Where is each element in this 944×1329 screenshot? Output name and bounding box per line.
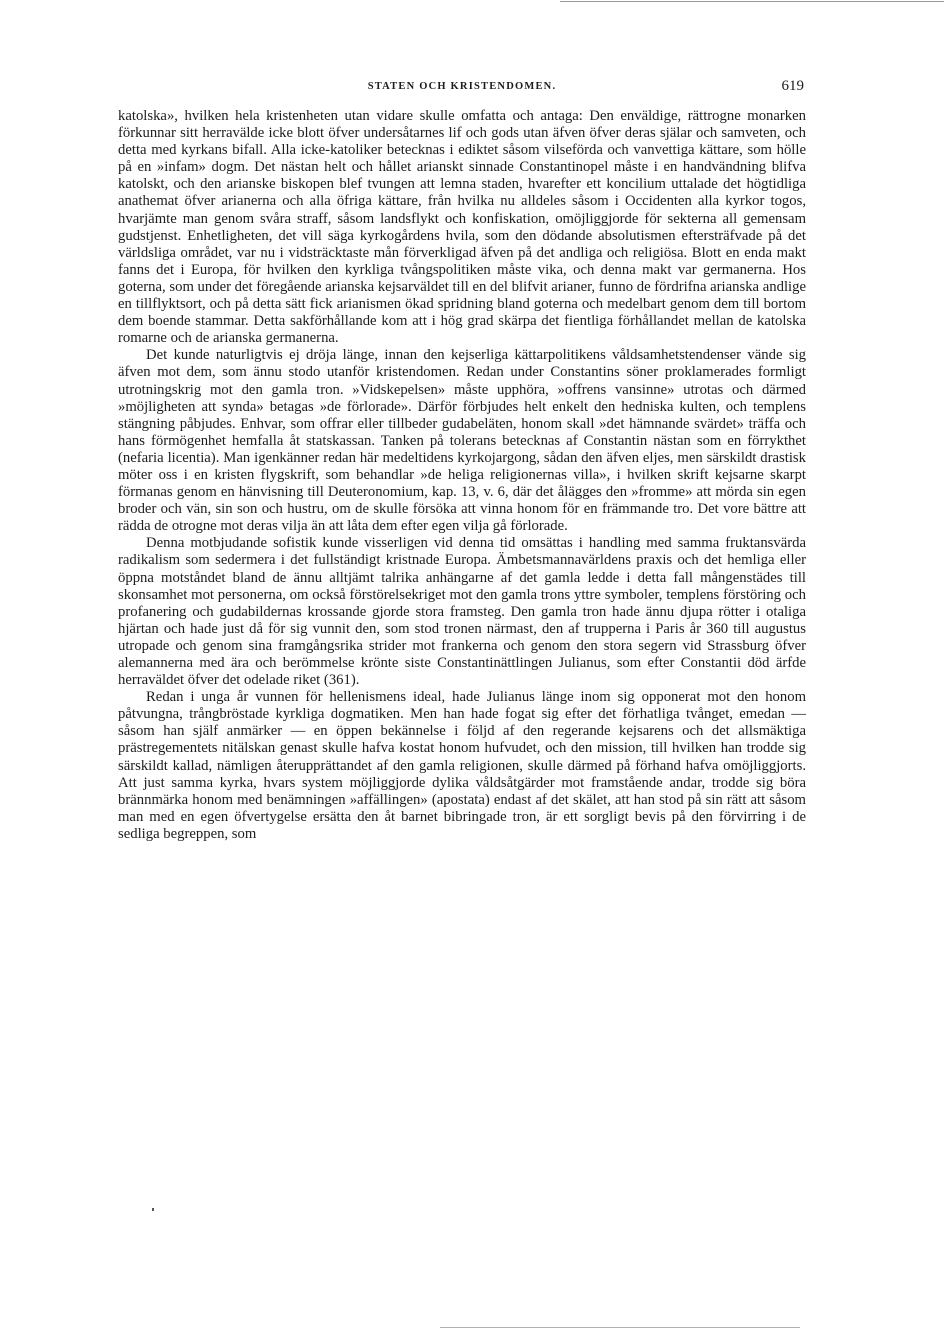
paragraph-3: Denna motbjudande sofistik kunde visserligen vid denna tid omsättas i handling med samma fruktansvärda radikalism som sedermera i det fullständigt kristnade Europa. Ämbetsmannavärldens praxis och det hemliga eller öppna motståndet bland de ännu alltjämt talrika anhängarne af det gamla ledde i detta fall mångenstädes till skonsamhet mot personerna, om också förstörelsekriget mot den gamla trons yttre symboler, templens förstöring och profanering och gudabildernas krossande gjorde stora framsteg. Den gamla tron hade ännu djupa rötter i otaliga hjärtan och hade just då för sig vunnit den, som stod tronen närmast, den af trupperna i Paris år 360 till augustus utropade och genom sina framgångsrika strider mot frankerna och genom den stora segern vid Strassburg öfver alemannerna med ära och berömmelse krönte siste Constantinättlingen Julianus, som efter Constantii död ärfde herraväldet öfver det odelade riket (361). xyxy=(118,535,806,689)
paragraph-1: katolska», hvilken hela kristenheten utan vidare skulle omfatta och antaga: Den enväldige, rättrogne monarken förkunnar sitt herravälde icke blott öfver undersåtarnes lif och gods utan äfven öfver deras själar och samveten, och detta med kyrkans bifall. Alla icke-katoliker betecknas i ediktet såsom vilseförda och vanvettiga kättare, som hölle på en »infam» dogm. Det nästan helt och hållet arianskt sinnade Constantinopel måste i en handvändning blifva katolskt, och den arianske biskopen blef tvungen att lemna staden, hvarefter ett koncilium uttalade det högtidliga anathemat öfver arianerna och alla öfriga kättare, från hvilka nu alldeles såsom i Occidenten alla kyrkor togos, hvarjämte man genom svåra straff, såsom landsflykt och konfiskation, omöjliggjorde för sekterna all gemensam gudstjenst. Enhetligheten, det vill säga kyrkogårdens hvila, som den dödande absolutismen eftersträfvade på det världsliga området, var nu i vidsträcktaste mån förverkligad äfven på det andliga och religiösa. Blott en enda makt fanns det i Europa, för hvilken den kyrkliga tvångspolitiken måste vika, och denna makt var germanerna. Hos goterna, som under det föregående arianska kejsarväldet till en del blifvit arianer, funno de fördrifna arianska andlige en tillflyktsort, och på detta sätt fick arianismen ökad spridning bland goterna och medelbart genom dem till bortom dem boende stammar. Detta sakförhållande kom att i hög grad skärpa det fientliga förhållandet mellan de katolska romarne och de arianska germanerna. xyxy=(118,108,806,347)
page-number: 619 xyxy=(781,78,804,94)
body-text xyxy=(118,108,806,843)
bottom-scan-rule xyxy=(440,1327,800,1328)
top-scan-rule xyxy=(560,1,944,2)
running-title: STATEN OCH KRISTENDOMEN. xyxy=(367,81,557,92)
page-header xyxy=(118,78,806,100)
paragraph-2: Det kunde naturligtvis ej dröja länge, innan den kejserliga kättarpolitikens våldsamhetstendenser vände sig äfven mot dem, som ännu stodo utanför kristendomen. Redan under Constantins söner proklamerades formligt utrotningskrig mot den gamla tron. »Vidskepelsen» måste upphöra, »offrens vansinne» utrotas och därmed »möjligheten att synda» betagas »de förlorade». Därför förbjudes helt enkelt den hedniska kulten, och templens stängning påbjudes. Enhvar, som offrar eller tillbeder gudabeläten, honom skall »det hämnande svärdet» träffa och hans förmögenhet hemfalla åt statskassan. Tanken på tolerans betecknas af Constantin nästan som en förrykthet (nefaria licentia). Man igenkänner redan här medeltidens kyrkojargong, sådan den äfven eljes, men särskildt drastisk möter oss i en kristen flygskrift, som behandlar »de heliga religionernas villa», i hvilken skrift kejsarne skarpt förmanas genom en hänvisning till Deuteronomium, kap. 13, v. 6, där det ålägges den »fromme» att mörda sin egen broder och vän, sin son och hustru, om de skulle försöka att vinna honom för en främmande tro. Det vore bättre att rädda de otrogne mot deras vilja än att låta dem efter egen vilja gå förlorade. xyxy=(118,347,806,535)
scan-speck xyxy=(152,1208,154,1211)
paragraph-4: Redan i unga år vunnen för hellenismens ideal, hade Julianus länge inom sig opponerat mot den honom påtvungna, trångbröstade kyrkliga dogmatiken. Men han hade fogat sig efter det förhatliga tvånget, emedan — såsom han själf anmärker — en öppen bekännelse i följd af den regerande kejsarens och det allsmäktiga prästregementets nitälskan genast skulle hafva kostat honom hufvudet, och den mission, till hvilken han trodde sig särskildt kallad, nämligen återupprättandet af den gamla religionen, skulle därmed på förhand hafva omöjliggjorts. Att just samma kyrka, hvars system möjliggjorde dylika våldsåtgärder mot framstående andar, trodde sig böra brännmärka honom med benämningen »affällingen» (apostata) endast af det skälet, att han stod på sin rätt att såsom man med en egen öfvertygelse ersätta den åt barnet bibringade tron, är ett sorgligt bevis på den förvirring i de sedliga begreppen, som xyxy=(118,689,806,842)
